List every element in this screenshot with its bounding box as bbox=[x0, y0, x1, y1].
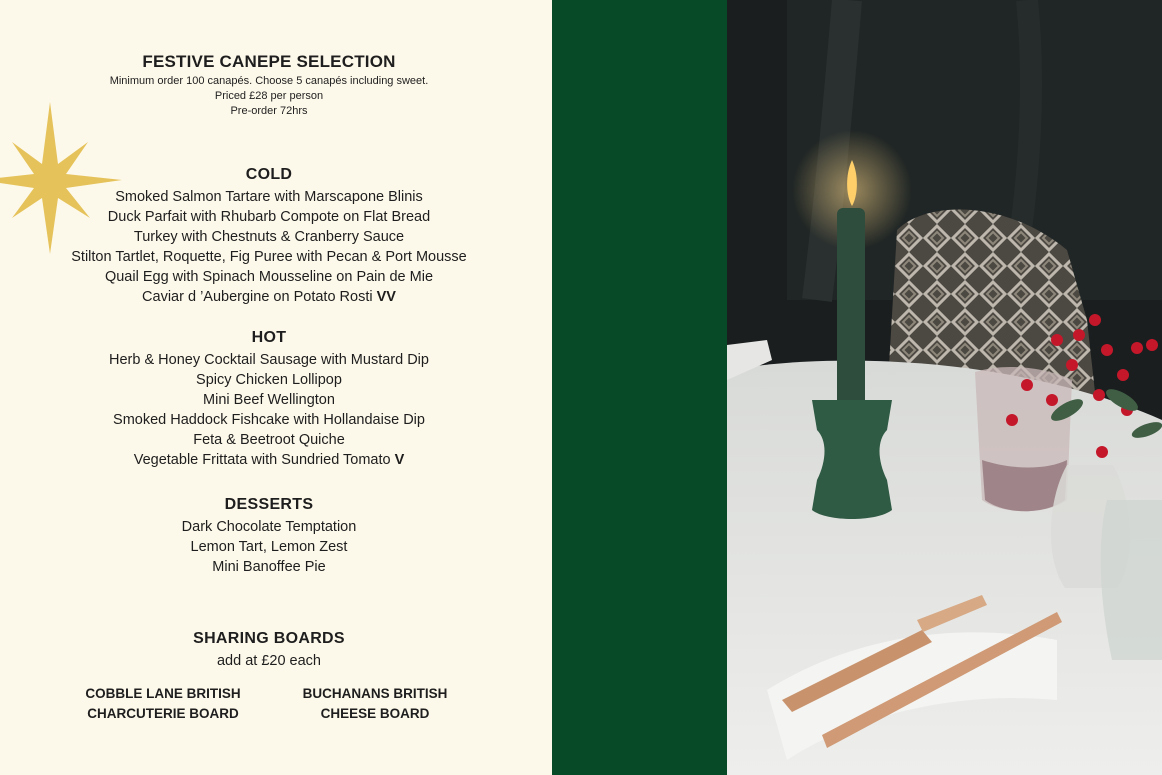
vegetarian-tag: V bbox=[394, 452, 405, 468]
vegan-tag: VV bbox=[376, 289, 396, 305]
menu-item bbox=[0, 410, 538, 430]
menu-item bbox=[0, 187, 538, 207]
menu-item bbox=[0, 450, 538, 470]
board-line: CHEESE BOARD bbox=[320, 706, 430, 721]
item-name: Smoked Haddock Fishcake with Hollandaise Dip bbox=[113, 412, 425, 428]
item-name: Vegetable Frittata with Sundried Tomato bbox=[133, 452, 391, 468]
item-name: Dark Chocolate Temptation bbox=[181, 519, 357, 535]
item-name: Duck Parfait with Rhubarb Compote on Flat Bread bbox=[107, 209, 431, 225]
menu-item bbox=[0, 227, 538, 247]
canape-notes bbox=[0, 74, 538, 119]
item-name: Mini Beef Wellington bbox=[203, 392, 335, 408]
charcuterie-board bbox=[62, 684, 264, 724]
menu-item bbox=[0, 287, 538, 307]
item-name: Stilton Tartlet, Roquette, Fig Puree with Pecan & Port Mousse bbox=[71, 249, 467, 265]
canape-note: Minimum order 100 canapés. Choose 5 canapés including sweet. bbox=[109, 75, 429, 87]
canape-note: Pre-order 72hrs bbox=[230, 105, 308, 117]
table-scene bbox=[727, 0, 1162, 775]
cold-list bbox=[0, 187, 538, 307]
board-line: BUCHANANS BRITISH bbox=[302, 686, 448, 701]
sharing-heading: SHARING BOARDS bbox=[193, 630, 345, 647]
menu-item bbox=[0, 390, 538, 410]
board-line: CHARCUTERIE BOARD bbox=[87, 706, 239, 721]
item-name: Spicy Chicken Lollipop bbox=[196, 372, 342, 388]
item-name: Caviar d ’Aubergine on Potato Rosti bbox=[142, 289, 373, 305]
sharing-subtitle: add at £20 each bbox=[216, 653, 321, 669]
green-band bbox=[552, 0, 727, 775]
canape-title: FESTIVE CANEPE SELECTION bbox=[142, 52, 396, 71]
menu-item bbox=[0, 430, 538, 450]
item-name: Feta & Beetroot Quiche bbox=[193, 432, 345, 448]
item-name: Lemon Tart, Lemon Zest bbox=[190, 539, 348, 555]
menu-item bbox=[0, 537, 538, 557]
menu-panel bbox=[0, 0, 552, 775]
menu-item bbox=[0, 350, 538, 370]
item-name: Turkey with Chestnuts & Cranberry Sauce bbox=[133, 229, 405, 245]
item-name: Quail Egg with Spinach Mousseline on Pain de Mie bbox=[104, 269, 434, 285]
menu-item bbox=[0, 370, 538, 390]
menu-item bbox=[0, 267, 538, 287]
cold-heading: COLD bbox=[245, 166, 293, 183]
table-setting-photo bbox=[727, 0, 1162, 775]
hot-list bbox=[0, 350, 538, 470]
canape-note: Priced £28 per person bbox=[214, 90, 324, 102]
cheese-board bbox=[275, 684, 475, 724]
desserts-heading: DESSERTS bbox=[224, 496, 314, 513]
hot-heading: HOT bbox=[251, 329, 287, 346]
desserts-list bbox=[0, 517, 538, 577]
item-name: Herb & Honey Cocktail Sausage with Mustard Dip bbox=[109, 352, 429, 368]
item-name: Mini Banoffee Pie bbox=[212, 559, 326, 575]
menu-item bbox=[0, 207, 538, 227]
item-name: Smoked Salmon Tartare with Marscapone Blinis bbox=[115, 189, 423, 205]
menu-item bbox=[0, 517, 538, 537]
menu-item bbox=[0, 247, 538, 267]
menu-item bbox=[0, 557, 538, 577]
board-line: COBBLE LANE BRITISH bbox=[85, 686, 241, 701]
